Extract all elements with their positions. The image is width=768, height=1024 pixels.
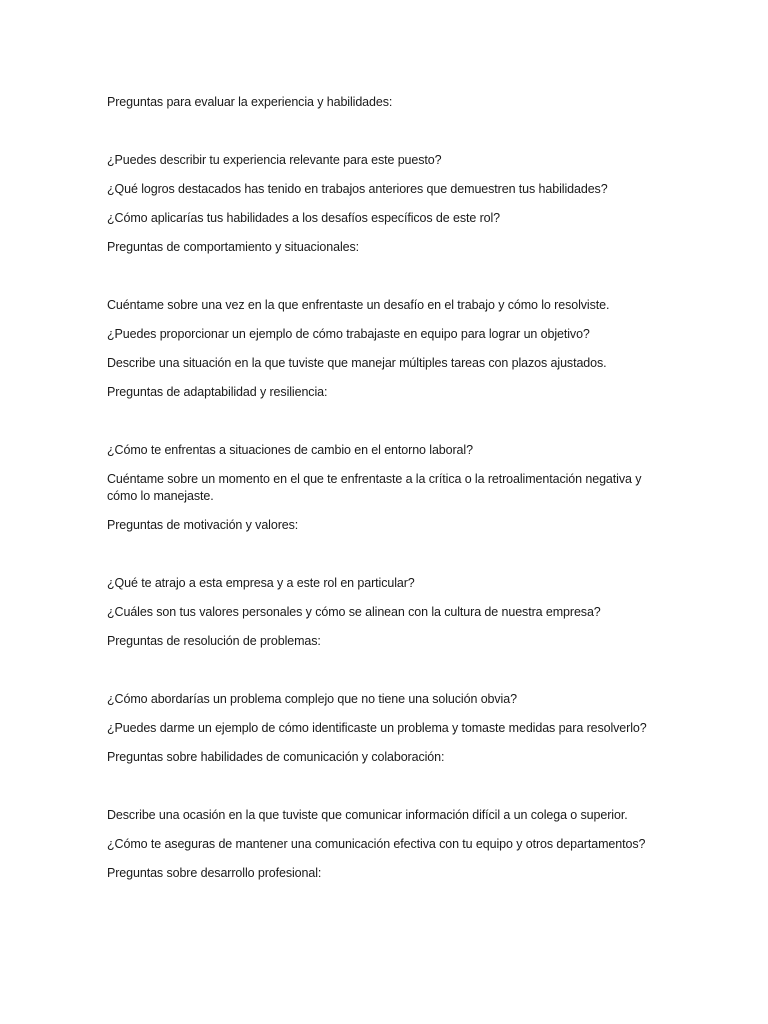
question-item: ¿Cómo te aseguras de mantener una comunicación efectiva con tu equipo y otros departamentos? bbox=[107, 837, 646, 851]
question-item: Cuéntame sobre una vez en la que enfrentaste un desafío en el trabajo y cómo lo resolviste. bbox=[107, 298, 610, 312]
section-heading: Preguntas de comportamiento y situacionales: bbox=[107, 240, 359, 254]
question-item: ¿Qué te atrajo a esta empresa y a este rol en particular? bbox=[107, 576, 415, 590]
section-heading: Preguntas sobre habilidades de comunicación y colaboración: bbox=[107, 750, 445, 764]
section-experience bbox=[107, 94, 667, 227]
section-adaptability bbox=[107, 384, 667, 505]
question-item: ¿Cuáles son tus valores personales y cómo se alinean con la cultura de nuestra empresa? bbox=[107, 605, 601, 619]
question-list bbox=[107, 575, 667, 621]
section-motivation bbox=[107, 517, 667, 621]
section-heading: Preguntas sobre desarrollo profesional: bbox=[107, 866, 322, 880]
section-professional-development bbox=[107, 865, 667, 882]
section-problem-solving bbox=[107, 633, 667, 737]
section-heading: Preguntas para evaluar la experiencia y habilidades: bbox=[107, 95, 393, 109]
document-body bbox=[107, 94, 667, 882]
section-heading: Preguntas de adaptabilidad y resiliencia: bbox=[107, 385, 328, 399]
question-item: Describe una ocasión en la que tuviste que comunicar información difícil a un colega o superior. bbox=[107, 808, 628, 822]
question-list bbox=[107, 691, 667, 737]
question-item: ¿Cómo aplicarías tus habilidades a los desafíos específicos de este rol? bbox=[107, 211, 501, 225]
question-item: ¿Qué logros destacados has tenido en trabajos anteriores que demuestren tus habilidades? bbox=[107, 182, 608, 196]
question-list bbox=[107, 297, 667, 372]
question-item: ¿Puedes darme un ejemplo de cómo identificaste un problema y tomaste medidas para resolverlo? bbox=[107, 721, 647, 735]
section-heading: Preguntas de resolución de problemas: bbox=[107, 634, 321, 648]
question-item: Cuéntame sobre un momento en el que te enfrentaste a la crítica o la retroalimentación negativa y cómo lo manejaste. bbox=[107, 472, 642, 503]
section-behavioral bbox=[107, 239, 667, 372]
question-list bbox=[107, 152, 667, 227]
question-item: ¿Puedes proporcionar un ejemplo de cómo trabajaste en equipo para lograr un objetivo? bbox=[107, 327, 590, 341]
question-list bbox=[107, 807, 667, 853]
section-heading: Preguntas de motivación y valores: bbox=[107, 518, 299, 532]
question-item: ¿Puedes describir tu experiencia relevante para este puesto? bbox=[107, 153, 442, 167]
question-list bbox=[107, 442, 667, 505]
question-item: Describe una situación en la que tuviste que manejar múltiples tareas con plazos ajustados. bbox=[107, 356, 607, 370]
question-item: ¿Cómo abordarías un problema complejo que no tiene una solución obvia? bbox=[107, 692, 517, 706]
section-communication bbox=[107, 749, 667, 853]
question-item: ¿Cómo te enfrentas a situaciones de cambio en el entorno laboral? bbox=[107, 443, 473, 457]
